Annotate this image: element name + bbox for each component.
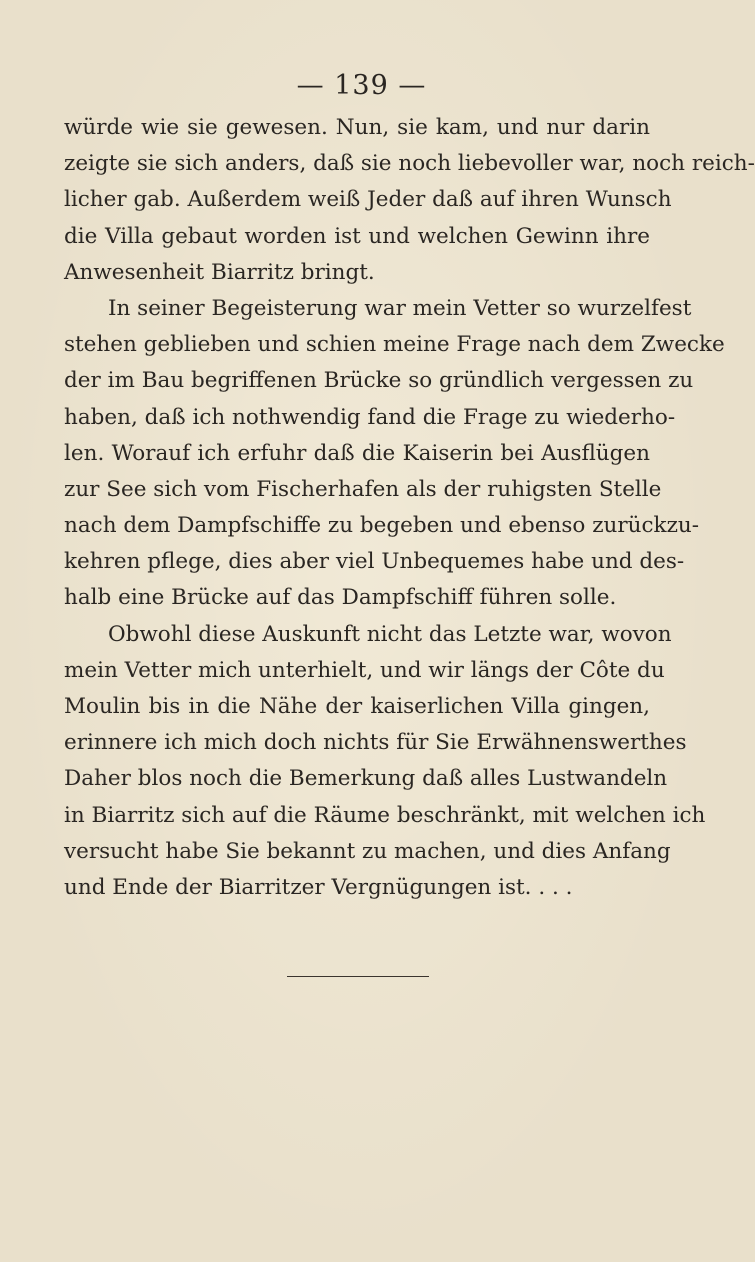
text-line: len. Worauf ich erfuhr daß die Kaiserin bei Ausflügen — [64, 440, 650, 466]
text-line: würde wie sie gewesen. Nun, sie kam, und nur darin — [64, 115, 650, 140]
text-line: versucht habe Sie bekannt zu machen, und dies Anfang — [64, 838, 671, 864]
body-text — [64, 110, 755, 906]
text-line: mein Vetter mich unterhielt, und wir längs der Côte du — [64, 657, 665, 683]
text-line: Daher blos noch die Bemerkung daß alles Lustwandeln — [64, 766, 668, 792]
text-line: der im Bau begriffenen Brücke so gründlich vergessen zu — [64, 368, 694, 394]
text-line: stehen geblieben und schien meine Frage nach dem Zwecke — [64, 332, 725, 358]
text-line: In seiner Begeisterung war mein Vetter so wurzelfest — [108, 295, 692, 321]
text-line: halb eine Brücke auf das Dampfschiff führen solle. — [64, 585, 617, 611]
text-line: kehren pflege, dies aber viel Unbequemes habe und des- — [64, 549, 685, 575]
text-line: in Biarritz sich auf die Räume beschränkt, mit welchen ich — [64, 802, 706, 828]
text-line: haben, daß ich nothwendig fand die Frage zu wiederho- — [64, 404, 676, 430]
text-line: zur See sich vom Fischerhafen als der ruhigsten Stelle — [64, 476, 662, 502]
text-line: und Ende der Biarritzer Vergnügungen ist. . . . — [64, 874, 573, 900]
text-line: die Villa gebaut worden ist und welchen Gewinn ihre — [64, 223, 650, 249]
text-line: zeigte sie sich anders, daß sie noch liebevoller war, noch reich- — [64, 151, 755, 177]
text-line: erinnere ich mich doch nichts für Sie Erwähnenswerthes — [64, 730, 687, 756]
text-line: Obwohl diese Auskunft nicht das Letzte war, wovon — [108, 621, 672, 647]
section-end-rule — [287, 976, 429, 977]
text-line: Anwesenheit Biarritz bringt. — [64, 259, 375, 285]
text-line: licher gab. Außerdem weiß Jeder daß auf ihren Wunsch — [64, 187, 672, 213]
text-line: nach dem Dampfschiffe zu begeben und ebenso zurückzu- — [64, 513, 700, 539]
page-number: — 139 — — [296, 70, 427, 101]
text-line: Moulin bis in die Nähe der kaiserlichen Villa gingen, — [64, 694, 650, 719]
